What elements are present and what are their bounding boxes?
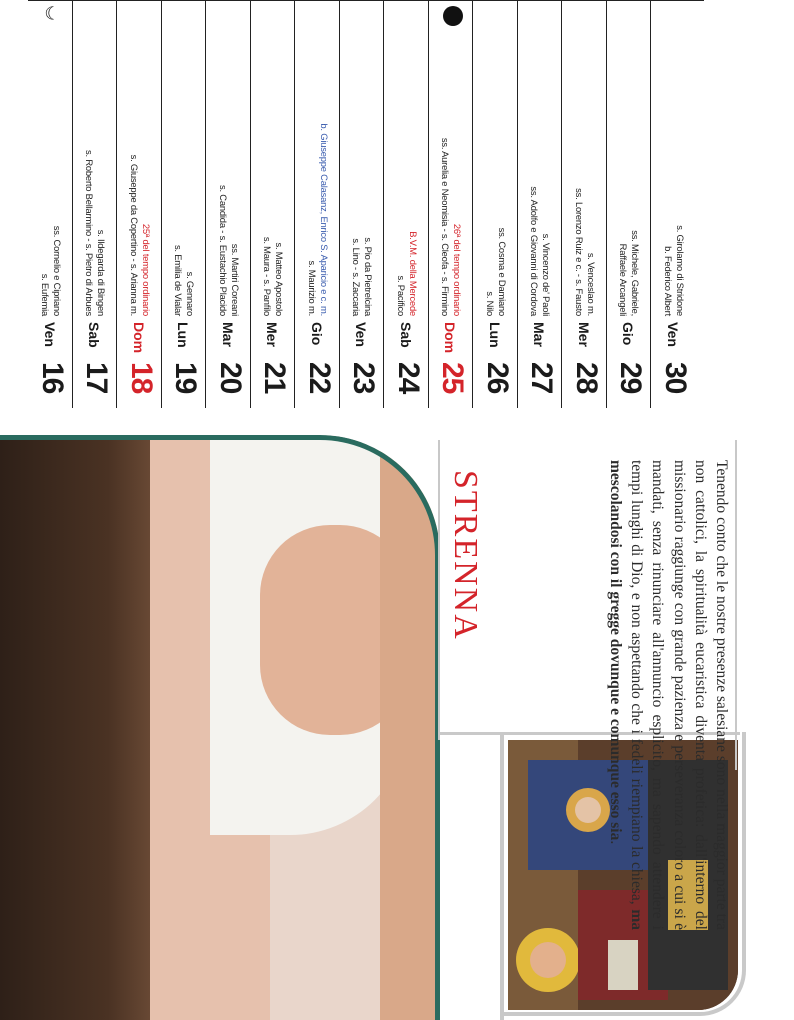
day-number: 19 — [169, 362, 202, 394]
calendar-day — [384, 0, 429, 408]
new-moon-icon — [443, 6, 463, 26]
saint-name-line: s. Ildegarda di Bingen — [96, 229, 107, 316]
saint-name-line: s. Candida - s. Eustachio Placido — [218, 185, 229, 316]
saint-names — [40, 24, 63, 316]
calendar-day-content — [384, 0, 429, 408]
saint-name-line: s. Girolamo di Stridone — [674, 225, 686, 316]
saint-name-line: s. Vincenzo de' Paoli — [541, 233, 552, 316]
saint-name-line: s. Venceslao m. — [585, 252, 597, 316]
calendar-day-content — [651, 0, 696, 408]
strenna-rule — [438, 440, 440, 740]
photo-child-smiling — [0, 435, 440, 1020]
calendar-day — [562, 0, 607, 408]
calendar-day-content — [295, 0, 340, 408]
day-name: Sab — [397, 322, 414, 348]
calendar-day-content — [117, 0, 162, 408]
day-number: 24 — [391, 362, 425, 394]
saint-name-line: s. Maura - s. Panfilo — [262, 236, 274, 316]
saint-names — [663, 24, 686, 316]
calendar-day — [117, 0, 162, 408]
saint-name-line: 26ª del tempo ordinario — [452, 223, 463, 316]
strenna-text-end: . — [606, 840, 624, 845]
calendar-day-content — [251, 0, 296, 408]
day-number: 30 — [658, 362, 692, 394]
day-name: Ven — [41, 322, 58, 347]
day-name: Sab — [86, 322, 102, 348]
strenna-body-text — [605, 460, 732, 930]
strenna-text-bold: ma mescolandosi con il gregge dovunque e comunque esso sia — [606, 460, 646, 930]
calendar-day — [429, 0, 474, 408]
calendar-day — [251, 0, 296, 408]
saint-name-line: s. Maurizio m. — [307, 260, 318, 316]
saint-names — [218, 24, 241, 316]
day-number: 21 — [258, 362, 291, 394]
day-name: Gio — [620, 322, 636, 346]
saint-names — [351, 24, 374, 316]
calendar-day — [518, 0, 563, 408]
saint-names — [396, 24, 419, 316]
calendar-day-content — [518, 0, 563, 408]
calendar-day-content — [162, 0, 207, 408]
calendar-day — [340, 0, 385, 408]
calendar-day-content — [429, 0, 474, 408]
saint-name-line: 25ª del tempo ordinario — [140, 223, 152, 316]
day-number: 17 — [80, 362, 113, 394]
saint-name-line: ss. Cosma e Damiano — [496, 227, 508, 316]
calendar-day-content — [562, 0, 607, 408]
calendar-day-content — [473, 0, 518, 408]
saint-names — [262, 24, 285, 316]
saint-names — [574, 24, 597, 316]
saint-names — [440, 24, 463, 316]
saint-names — [485, 24, 508, 316]
saint-names — [173, 24, 196, 316]
strenna-section — [430, 440, 740, 930]
calendar-day — [607, 0, 652, 408]
day-number: 25 — [436, 362, 469, 394]
saint-name-line: ss. Martiri Coreani — [229, 243, 241, 316]
calendar-day-content — [28, 0, 73, 408]
saint-name-line: s. Pio da Pietrelcina — [363, 237, 374, 316]
day-name: Mar — [219, 322, 236, 347]
day-number: 18 — [124, 362, 158, 394]
calendar-day — [206, 0, 251, 408]
saint-names — [618, 24, 641, 316]
calendar-day — [162, 0, 207, 408]
day-number: 22 — [302, 362, 336, 394]
saint-names — [529, 24, 552, 316]
saint-names — [129, 24, 152, 316]
day-name: Gio — [308, 322, 325, 346]
saint-name-line: ss. Adolfo e Giovanni di Cordova — [529, 186, 541, 316]
calendar-day-content — [206, 0, 251, 408]
day-name: Ven — [353, 322, 369, 347]
saint-name-line: ss. Michele, Gabriele, — [630, 230, 641, 316]
calendar-day — [651, 0, 696, 408]
strenna-side-rule — [735, 440, 737, 770]
calendar-top-rule — [28, 0, 704, 1]
saint-name-line: B.V.M. della Mercede — [407, 231, 419, 316]
day-name: Dom — [442, 322, 458, 354]
saint-name-line: ss. Lorenzo Ruiz e c. - s. Fausto — [574, 188, 585, 316]
calendar-day — [473, 0, 518, 408]
moon-crescent-icon: ☾ — [43, 3, 61, 24]
saint-name-line: s. Lino - s. Zaccaria — [351, 238, 363, 316]
calendar-day-content — [73, 0, 118, 408]
saint-name-line: s. Pacifico — [396, 275, 407, 316]
saint-names — [84, 24, 107, 316]
day-number: 16 — [35, 362, 69, 394]
saint-name-line: Raffaele Arcangeli — [618, 243, 630, 316]
day-number: 27 — [525, 362, 558, 394]
saint-name-line: s. Nilo — [485, 291, 496, 316]
saint-name-line: s. Eufemia — [40, 273, 51, 316]
saint-name-line: s. Roberto Bellarmino - s. Pietro di Arbues — [84, 150, 96, 316]
day-name: Ven — [664, 322, 681, 347]
calendar-day-content — [607, 0, 652, 408]
saint-name-line: s. Gennaro — [185, 271, 196, 316]
photo-teal-border — [0, 435, 440, 1020]
day-name: Lun — [486, 322, 503, 348]
calendar — [0, 0, 794, 420]
day-name: Mar — [531, 322, 547, 347]
calendar-day-content — [340, 0, 385, 408]
saint-name-line: s. Emilia de Vialar — [173, 244, 185, 316]
day-number: 29 — [614, 362, 647, 394]
day-name: Dom — [130, 322, 147, 354]
calendar-day — [28, 0, 73, 408]
day-name: Mer — [575, 322, 592, 347]
day-name: Lun — [175, 322, 191, 348]
day-number: 26 — [480, 362, 514, 394]
strenna-heading: STRENNA — [447, 470, 484, 641]
calendar-day — [73, 0, 118, 408]
day-number: 20 — [213, 362, 247, 394]
day-number: 28 — [569, 362, 603, 394]
saint-name-line: ss. Cornelio e Cipriano — [51, 225, 63, 316]
saint-name-line: b. Giuseppe Calasanz, Enrico S. Aparicio e c. m. — [318, 123, 330, 316]
calendar-day — [295, 0, 340, 408]
saint-name-line: s. Giuseppe da Copertino - s. Arianna m. — [129, 154, 140, 316]
saint-name-line: b. Federico Albert — [663, 246, 674, 316]
day-name: Mer — [264, 322, 280, 347]
saint-name-line: s. Matteo Apostolo — [274, 242, 285, 316]
strenna-text: Tenendo conto che le nostre presenze salesiane sono nella maggior parte tra non cattolici, la spiritualità eucaristica diventa profetica: dall'interno del missionario raggiunge con grande pazienza e perseveranza coloro a cui si è mandati, senza rinunciare all'annuncio esplicito, ma sapendo attendere i tempi lunghi di Dio, e non aspettando che i fedeli riempiano la chiesa, — [628, 460, 730, 930]
saint-names — [307, 24, 330, 316]
strenna-content — [430, 440, 740, 1020]
saint-name-line: ss. Aurelia e Neomisia - s. Cleofa - s. Firmino — [440, 137, 452, 316]
day-number: 23 — [347, 362, 380, 394]
